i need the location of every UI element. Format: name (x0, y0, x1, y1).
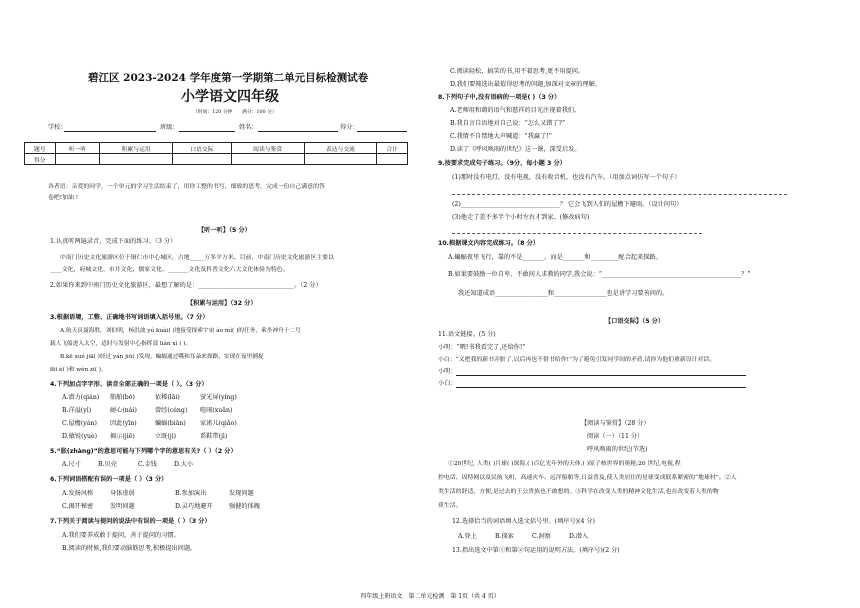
option[interactable]: B.我自言自语地对自己说：“怎么又错了?” (450, 120, 566, 127)
section-listen-heading: 【听一听】（5 分） (198, 227, 251, 234)
answer-line[interactable] (452, 233, 702, 234)
question-9: 9.按要求完成句子练习。（9分，每小题 3 分） (438, 160, 566, 167)
question-9-3: (3)他走了差不多半个小时左右才到家。(修改病句) (452, 214, 590, 221)
xiaoming-answer-field[interactable] (456, 375, 746, 376)
reading-subheading: 阅读（一）（11 分） (587, 433, 644, 440)
question-8: 8.下列句子中,没有语病的一项是( )（3 分） (438, 94, 561, 101)
question-2: 2.如果你来到中南门历史文化旅游区，最想了解的是：_______________________________。（2 分） (50, 282, 322, 289)
score-label: 得分： (340, 124, 359, 131)
score-table-header: 积累与运用 (100, 143, 173, 154)
question-1-text: 中南门历史文化旅游区位于铜仁市中心城区，占地_____万多平方米。目前，中南门历史文化旅游区主要以 (60, 255, 334, 261)
option[interactable]: 蝙蝠(biān) (155, 420, 186, 427)
question-7: 7.下列关于阅读与提问的说法中有误的一项是（ ）（3 分） (50, 518, 211, 525)
question-10-a: A.蝙蝠夜里飞行，靠的不是_______，而是_______和_________配合起来探路。 (448, 254, 662, 261)
option[interactable]: C.揭开秘密 (62, 503, 94, 510)
option[interactable]: 因此(yīn) (110, 420, 137, 427)
option[interactable]: 家雀儿(qiǎo) (200, 420, 237, 427)
score-table-header: 阅读与鉴赏 (231, 143, 304, 154)
exam-subtitle: 小学语文四年级 (181, 89, 279, 105)
option[interactable]: A.尺寸 (62, 461, 81, 468)
question-11-line: 小白： (438, 380, 457, 387)
class-field[interactable] (179, 131, 235, 132)
name-label: 姓名： (239, 124, 258, 131)
passage-line: ①20世纪, 人类( )月球( )深海,( )百亿光年外的天体,( )原子核世界的奥秘;20 世纪,电视,程 (448, 461, 681, 467)
question-3-b2: fēi é( )和 wén zi( )。 (50, 367, 107, 373)
question-3-b: B.kē xué jiā( )经过 yán jiū( )发现，蝙蝠通过嘴和耳朵来探路，实现在夜里捕捉 (60, 354, 264, 360)
passage-line: 控电话、因特网以及民航飞机、高速火车、远洋船舶等,日益普及,使人类居住的星球变成联系紧密的“地球村”。②人 (438, 475, 737, 481)
question-9-2: (2)________________________________？ 它会飞到人们的屋檐下避雨。（设计问句） (452, 201, 683, 208)
question-3: 3.根据语境，工整、正确地书写词语填入括号里。（7 分） (50, 314, 209, 321)
score-table (24, 142, 408, 165)
option[interactable]: D.读了《呼风唤雨的世纪》这一课，深受启发。 (450, 146, 581, 153)
score-table-header: 听一听 (55, 143, 100, 154)
question-5: 5.“胀(zhàng)”的意思可能与下列哪个字的意思有关?（ ）（2 分） (50, 448, 237, 455)
option[interactable]: B.探索 (495, 533, 514, 540)
option[interactable]: 发现问题 (229, 490, 254, 497)
question-6: 6.下列词语搭配有误的一项是（ ）（3 分） (50, 476, 168, 483)
answer-line[interactable] (452, 194, 787, 195)
question-1-text: ____文化，府城文化、市井文化，儒家文化、_______文化及科普文化六大文化体验为特色。 (50, 267, 289, 273)
option[interactable]: 萤光屏(yíng) (200, 394, 237, 401)
section-oral-heading: 【口语交际】（5 分） (605, 318, 665, 325)
option[interactable]: C.阅读轻松，搞笑的书,用不着思考,更不用提问。 (450, 68, 585, 75)
option[interactable]: B.洋溢(yì) (62, 407, 92, 414)
question-10: 10.根据课文内容完成练习。（8 分） (438, 240, 539, 247)
exam-meta: （时间：120 分钟 满分：100 分） (193, 110, 277, 115)
option[interactable]: 依稀(lāi) (155, 394, 180, 401)
score-cell[interactable] (173, 154, 232, 165)
section-read-heading: 【阅读与鉴赏】（28 分） (581, 420, 650, 427)
score-cell[interactable] (304, 154, 377, 165)
question-12: 12.选择恰当的词语填入选文括号里。(填序号)(4 分) (452, 518, 595, 525)
school-field[interactable] (64, 131, 156, 132)
question-9-1: (1)那时没有电灯，没有电视，没有收音机，也没有汽车。（用加点词仿写一个句子） (452, 174, 681, 181)
option[interactable]: D.大小 (174, 461, 194, 468)
option[interactable]: 曾经(céng) (155, 407, 188, 414)
option[interactable]: A.登上 (458, 533, 477, 540)
option[interactable]: 发明问题 (110, 503, 135, 510)
score-cell[interactable] (231, 154, 304, 165)
option[interactable]: C.金钱 (138, 461, 157, 468)
question-11-line: 小明：“喂!书我看完了,还给你!” (438, 344, 526, 351)
xiaobai-answer-field[interactable] (456, 387, 746, 388)
option[interactable]: 揭示(jiē) (110, 433, 135, 440)
score-table-header-row (25, 143, 408, 154)
score-table-header: 题号 (25, 143, 56, 154)
option[interactable]: D.灵巧地避开 (175, 503, 213, 510)
question-10-c: 我还知道成语_________________和_________________也是讲学习要善问的。 (458, 290, 669, 297)
exam-title: 碧江区 2023-2024 学年度第一学期第二单元目标检测试卷 (88, 72, 369, 84)
option[interactable]: D.潜入 (569, 533, 589, 540)
score-table-header: 口语交际 (173, 143, 232, 154)
intro-line-1: 各者语：亲爱的同学，一个单元的学习生活结束了，用你工整的书写，细致的思考，完成一份自己满意的答 (48, 184, 325, 190)
option[interactable]: 耐心(nài) (110, 407, 137, 414)
score-cell[interactable] (100, 154, 173, 165)
question-13: 13.指出选文中第①和第②句运用的说明方法。(填序号)(2 分) (452, 547, 620, 554)
score-row-label: 得分 (25, 154, 56, 165)
option[interactable]: C.屋檐(yán) (62, 420, 97, 427)
question-10-b: B.如果要鼓励一位自卑、不敢问人求教的同学,我会说：“_____________________________________________？” (448, 271, 751, 278)
score-table-header: 合计 (377, 143, 408, 154)
option[interactable]: 身体虚弱 (110, 490, 135, 497)
option[interactable]: D.我们要筛选出最值得思考的问题,加深对文章的理解。 (450, 81, 601, 88)
option[interactable]: C.我情不自禁地大声喊道：“我赢了!” (450, 133, 552, 140)
option[interactable]: B.阅读的时候,我们要动脑筋思考,积极提出问题。 (62, 545, 197, 552)
question-11-line: 小白：“又把我的新书弄脏了,以后再也不借书给你!”为了避免引发同学间的矛盾,请你为他们重新设计对话。 (438, 357, 716, 363)
intro-line-2: 卷吧!加油 ! (48, 195, 79, 201)
question-11: 11.语文链接。(5 分) (438, 331, 496, 338)
option[interactable]: A.我们要养成敢于提问，善于提问的习惯。 (62, 532, 180, 539)
page-footer: 四年级上册语文 第二单元检测 第 1页（共 4 页） (360, 593, 500, 600)
option[interactable]: A.发扬风格 (62, 490, 94, 497)
score-table-row (25, 154, 408, 165)
option[interactable]: 船舶(bó) (110, 394, 135, 401)
option[interactable]: 喧闹(xuān) (200, 407, 233, 414)
option[interactable]: C.洞察 (532, 533, 551, 540)
option[interactable]: A.老师用和蔼的语气和慈祥的目光注视着我们。 (450, 107, 581, 114)
question-3-a2: 载人飞船进入太空，适时与发射中心指挥部 lián xì ( )。 (50, 341, 192, 347)
question-11-line: 小明： (438, 368, 457, 375)
score-table-header: 表达与交流 (304, 143, 377, 154)
question-3-a: A.航天员聂海胜，刘伯明，杨洪波 yú kuài( )地接受探索宇宙 ào mì( )的任务，乘坐神舟十二号 (60, 328, 301, 334)
option[interactable]: D.敏锐(yuè) (62, 433, 98, 440)
option[interactable]: B.参加演出 (175, 490, 207, 497)
school-label: 学校： (48, 124, 67, 131)
passage-title: 呼风唤雨的世纪(节选) (587, 446, 648, 453)
option[interactable]: A.潜力(qián) (62, 394, 100, 401)
score-cell[interactable] (55, 154, 100, 165)
class-label: 班级： (160, 124, 179, 131)
option[interactable]: 立既(jì) (155, 433, 177, 440)
option[interactable]: B.贝壳 (98, 461, 117, 468)
question-1: 1.认真听两遍录音，完成下面的练习。（3 分） (50, 238, 177, 245)
option[interactable]: 强健的体魄 (229, 503, 260, 510)
name-field[interactable] (258, 131, 338, 132)
score-cell[interactable] (377, 154, 408, 165)
passage-line: 类生活的舒适、方便,是过去的王公贵族也不敢想的。③科学在改变人类的精神文化生活,也在改变着人类的物 (438, 489, 719, 495)
passage-line: 质生活。 (438, 503, 462, 509)
question-4: 4.下列加点字字形、读音全部正确的一项是（ ）。（3 分） (50, 381, 208, 388)
option[interactable]: 系鞋带(jì) (200, 433, 228, 440)
section-accum-heading: 【积累与运用】（32 分） (187, 300, 257, 307)
score-field[interactable] (357, 131, 407, 132)
